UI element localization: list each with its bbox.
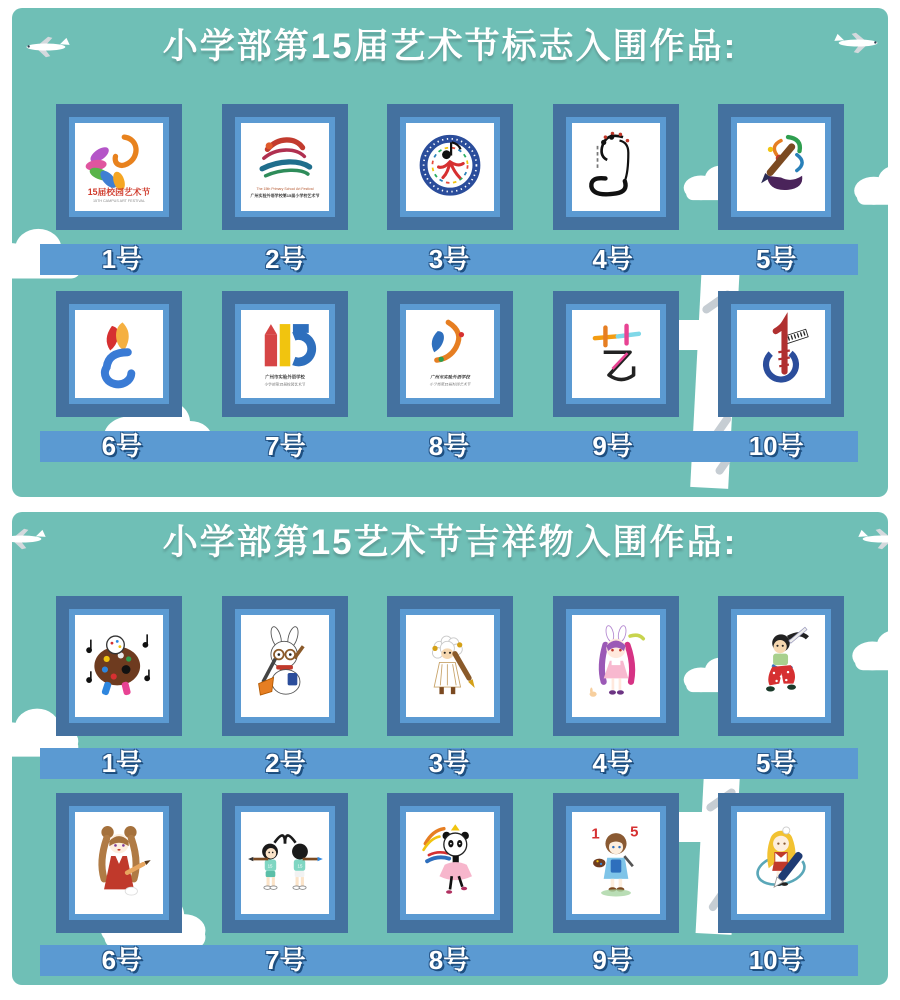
artwork-frame-mascot-9	[553, 793, 679, 933]
artwork-frame-logo-6	[56, 291, 182, 417]
svg-text:15: 15	[267, 863, 272, 869]
entry-label: 4号	[592, 244, 633, 274]
mascot-8-image	[406, 812, 494, 914]
mascot-10-image	[737, 812, 825, 914]
logo-section	[12, 8, 888, 497]
artwork-frame-logo-10	[718, 291, 844, 417]
entry-label: 9号	[592, 945, 633, 975]
artwork-frame-mascot-5	[718, 596, 844, 736]
logo-row-2	[12, 291, 888, 417]
artwork-frame-mascot-8	[387, 793, 513, 933]
number-bar-mascots-1	[40, 748, 858, 779]
artwork-frame-mascot-2	[222, 596, 348, 736]
mascot-9-image	[572, 812, 660, 914]
svg-text:5: 5	[629, 823, 638, 841]
artwork-frame-logo-1	[56, 104, 182, 230]
artwork-frame-logo-8	[387, 291, 513, 417]
mascot-row-1	[12, 596, 888, 736]
entry-label: 8号	[428, 431, 470, 461]
svg-text:15届校园艺术节: 15届校园艺术节	[87, 187, 151, 198]
number-bar-mascots-2	[40, 945, 858, 976]
svg-text:The 15th Primary School Art Fe: The 15th Primary School Art Festival	[255, 186, 314, 191]
svg-text:广州实验外语学校第15届小学校艺术节: 广州实验外语学校第15届小学校艺术节	[250, 192, 319, 198]
section-title: 小学部第15艺术节吉祥物入围作品:	[162, 523, 738, 562]
logo-5-image	[737, 123, 825, 211]
entry-label: 1号	[101, 748, 143, 778]
entry-label: 1号	[101, 244, 143, 274]
mascot-section	[12, 512, 888, 985]
entry-label: 6号	[101, 431, 143, 461]
entry-label: 8号	[428, 945, 470, 975]
entry-label: 6号	[101, 945, 143, 975]
svg-text:1: 1	[590, 825, 600, 843]
artwork-frame-mascot-7	[222, 793, 348, 933]
logo-row-1	[12, 104, 888, 230]
mascot-3-image	[406, 615, 494, 717]
logo-2-image	[241, 123, 329, 211]
logo-4-image	[572, 123, 660, 211]
mascot-5-image	[737, 615, 825, 717]
svg-text:15TH CAMPUS ART FESTIVAL: 15TH CAMPUS ART FESTIVAL	[92, 199, 146, 204]
number-bar-logos-2	[40, 431, 858, 462]
artwork-frame-logo-9	[553, 291, 679, 417]
logo-8-image	[406, 310, 494, 398]
artwork-frame-mascot-1	[56, 596, 182, 736]
artwork-frame-mascot-10	[718, 793, 844, 933]
entry-label: 9号	[592, 431, 633, 461]
svg-text:小学部第15届校园艺术节: 小学部第15届校园艺术节	[429, 382, 471, 387]
number-bar-logos-1	[40, 244, 858, 275]
svg-text:广州市实验外语学校: 广州市实验外语学校	[264, 374, 305, 380]
logo-1-image	[75, 123, 163, 211]
svg-text:小学部第15届校园艺术节: 小学部第15届校园艺术节	[264, 382, 305, 387]
logo-7-image	[241, 310, 329, 398]
entry-label: 10号	[748, 945, 804, 975]
artwork-frame-mascot-4	[553, 596, 679, 736]
entry-label: 7号	[265, 431, 306, 461]
mascot-row-2	[12, 793, 888, 933]
mascot-7-image	[241, 812, 329, 914]
mascot-2-image	[241, 615, 329, 717]
entry-label: 5号	[755, 244, 797, 274]
mascot-1-image	[75, 615, 163, 717]
section-title: 小学部第15届艺术节标志入围作品:	[162, 27, 738, 66]
artwork-frame-mascot-3	[387, 596, 513, 736]
entry-label: 2号	[265, 244, 306, 274]
entry-label: 3号	[428, 748, 470, 778]
logo-9-image	[572, 310, 660, 398]
svg-text:15: 15	[297, 863, 302, 869]
entry-label: 4号	[592, 748, 633, 778]
entry-label: 10号	[748, 431, 804, 461]
artwork-frame-mascot-6	[56, 793, 182, 933]
entry-label: 5号	[755, 748, 797, 778]
svg-text:广州市实验外语学校: 广州市实验外语学校	[430, 374, 470, 380]
mascot-6-image	[75, 812, 163, 914]
logo-6-image	[75, 310, 163, 398]
logo-10-image	[737, 310, 825, 398]
logo-3-image	[406, 123, 494, 211]
artwork-frame-logo-3	[387, 104, 513, 230]
artwork-frame-logo-2	[222, 104, 348, 230]
entry-label: 2号	[265, 748, 306, 778]
artwork-frame-logo-7	[222, 291, 348, 417]
artwork-frame-logo-5	[718, 104, 844, 230]
entry-label: 3号	[428, 244, 470, 274]
artwork-frame-logo-4	[553, 104, 679, 230]
mascot-4-image	[572, 615, 660, 717]
entry-label: 7号	[265, 945, 306, 975]
